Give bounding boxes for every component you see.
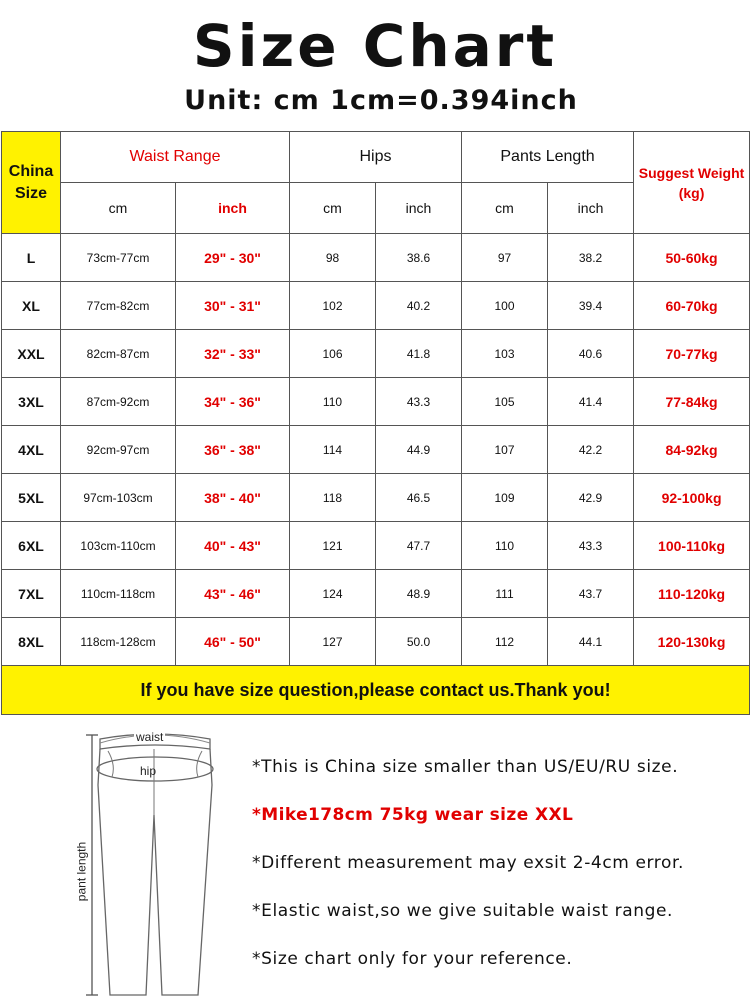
cell-size: XXL	[2, 330, 61, 378]
cell-length-cm: 109	[462, 474, 548, 522]
cell-waist-inch: 38" - 40"	[176, 474, 290, 522]
cell-waist-inch: 29" - 30"	[176, 234, 290, 282]
header-china-size: China Size	[2, 132, 61, 234]
cell-hips-cm: 102	[290, 282, 376, 330]
cell-waist-cm: 82cm-87cm	[61, 330, 176, 378]
cell-waist-cm: 77cm-82cm	[61, 282, 176, 330]
header-hips-inch: inch	[376, 183, 462, 234]
diagram-label-pant-length: pant length	[74, 841, 89, 902]
cell-weight: 100-110kg	[634, 522, 750, 570]
table-row	[2, 522, 750, 570]
cell-size: 8XL	[2, 618, 61, 666]
size-table	[1, 131, 750, 715]
cell-hips-inch: 44.9	[376, 426, 462, 474]
cell-hips-inch: 40.2	[376, 282, 462, 330]
note-item: *Different measurement may exsit 2-4cm error.	[252, 853, 685, 873]
cell-hips-cm: 98	[290, 234, 376, 282]
cell-weight: 110-120kg	[634, 570, 750, 618]
table-row	[2, 282, 750, 330]
cell-waist-cm: 73cm-77cm	[61, 234, 176, 282]
cell-length-cm: 110	[462, 522, 548, 570]
note-item: *Elastic waist,so we give suitable waist range.	[252, 901, 674, 921]
note-item: *Size chart only for your reference.	[252, 949, 573, 969]
cell-size: 5XL	[2, 474, 61, 522]
diagram-label-waist: waist	[136, 730, 164, 744]
cell-waist-cm: 110cm-118cm	[61, 570, 176, 618]
cell-hips-inch: 41.8	[376, 330, 462, 378]
cell-waist-inch: 32" - 33"	[176, 330, 290, 378]
cell-length-inch: 44.1	[548, 618, 634, 666]
cell-hips-cm: 118	[290, 474, 376, 522]
cell-length-inch: 43.3	[548, 522, 634, 570]
cell-hips-inch: 47.7	[376, 522, 462, 570]
cell-hips-cm: 114	[290, 426, 376, 474]
cell-length-cm: 100	[462, 282, 548, 330]
note-item: *This is China size smaller than US/EU/RU size.	[252, 757, 679, 777]
cell-hips-cm: 106	[290, 330, 376, 378]
cell-hips-inch: 50.0	[376, 618, 462, 666]
contact-banner-row	[2, 666, 750, 715]
cell-size: 6XL	[2, 522, 61, 570]
cell-length-cm: 111	[462, 570, 548, 618]
cell-hips-cm: 124	[290, 570, 376, 618]
cell-hips-cm: 110	[290, 378, 376, 426]
cell-waist-inch: 36" - 38"	[176, 426, 290, 474]
table-row	[2, 618, 750, 666]
cell-waist-cm: 103cm-110cm	[61, 522, 176, 570]
cell-size: 4XL	[2, 426, 61, 474]
cell-length-inch: 39.4	[548, 282, 634, 330]
cell-waist-cm: 97cm-103cm	[61, 474, 176, 522]
cell-length-inch: 38.2	[548, 234, 634, 282]
page-title: Size Chart	[192, 12, 558, 80]
cell-length-inch: 40.6	[548, 330, 634, 378]
cell-hips-inch: 46.5	[376, 474, 462, 522]
size-notes	[252, 752, 747, 992]
cell-length-inch: 41.4	[548, 378, 634, 426]
cell-length-inch: 43.7	[548, 570, 634, 618]
header-hips-cm: cm	[290, 183, 376, 234]
cell-waist-cm: 92cm-97cm	[61, 426, 176, 474]
size-table-body	[2, 132, 750, 715]
cell-weight: 92-100kg	[634, 474, 750, 522]
cell-weight: 77-84kg	[634, 378, 750, 426]
cell-size: L	[2, 234, 61, 282]
header-pants-length: Pants Length	[462, 132, 634, 183]
cell-size: XL	[2, 282, 61, 330]
header-row-top	[2, 132, 750, 183]
cell-hips-cm: 121	[290, 522, 376, 570]
cell-waist-inch: 40" - 43"	[176, 522, 290, 570]
header-waist-range: Waist Range	[61, 132, 290, 183]
cell-weight: 120-130kg	[634, 618, 750, 666]
table-row	[2, 426, 750, 474]
cell-waist-inch: 34" - 36"	[176, 378, 290, 426]
cell-hips-cm: 127	[290, 618, 376, 666]
table-row	[2, 330, 750, 378]
cell-hips-inch: 38.6	[376, 234, 462, 282]
cell-length-cm: 97	[462, 234, 548, 282]
cell-hips-inch: 48.9	[376, 570, 462, 618]
diagram-label-hip: hip	[140, 764, 157, 778]
cell-waist-inch: 43" - 46"	[176, 570, 290, 618]
cell-waist-cm: 87cm-92cm	[61, 378, 176, 426]
table-row	[2, 474, 750, 522]
cell-length-cm: 112	[462, 618, 548, 666]
cell-size: 3XL	[2, 378, 61, 426]
cell-length-inch: 42.9	[548, 474, 634, 522]
cell-weight: 60-70kg	[634, 282, 750, 330]
header-suggest-weight: Suggest Weight (kg)	[634, 132, 750, 234]
header-waist-inch: inch	[176, 183, 290, 234]
table-row	[2, 234, 750, 282]
cell-weight: 70-77kg	[634, 330, 750, 378]
header-length-inch: inch	[548, 183, 634, 234]
cell-waist-inch: 30" - 31"	[176, 282, 290, 330]
unit-subtitle: Unit: cm 1cm=0.394inch	[184, 85, 578, 116]
cell-weight: 50-60kg	[634, 234, 750, 282]
header-length-cm: cm	[462, 183, 548, 234]
cell-length-inch: 42.2	[548, 426, 634, 474]
cell-waist-inch: 46" - 50"	[176, 618, 290, 666]
cell-length-cm: 105	[462, 378, 548, 426]
cell-length-cm: 103	[462, 330, 548, 378]
header-hips: Hips	[290, 132, 462, 183]
cell-hips-inch: 43.3	[376, 378, 462, 426]
table-row	[2, 570, 750, 618]
cell-length-cm: 107	[462, 426, 548, 474]
cell-size: 7XL	[2, 570, 61, 618]
note-item-model: *Mike178cm 75kg wear size XXL	[252, 805, 574, 825]
cell-waist-cm: 118cm-128cm	[61, 618, 176, 666]
cell-weight: 84-92kg	[634, 426, 750, 474]
table-row	[2, 378, 750, 426]
pants-diagram	[70, 725, 230, 1000]
contact-banner: If you have size question,please contact us.Thank you!	[2, 666, 750, 715]
header-waist-cm: cm	[61, 183, 176, 234]
